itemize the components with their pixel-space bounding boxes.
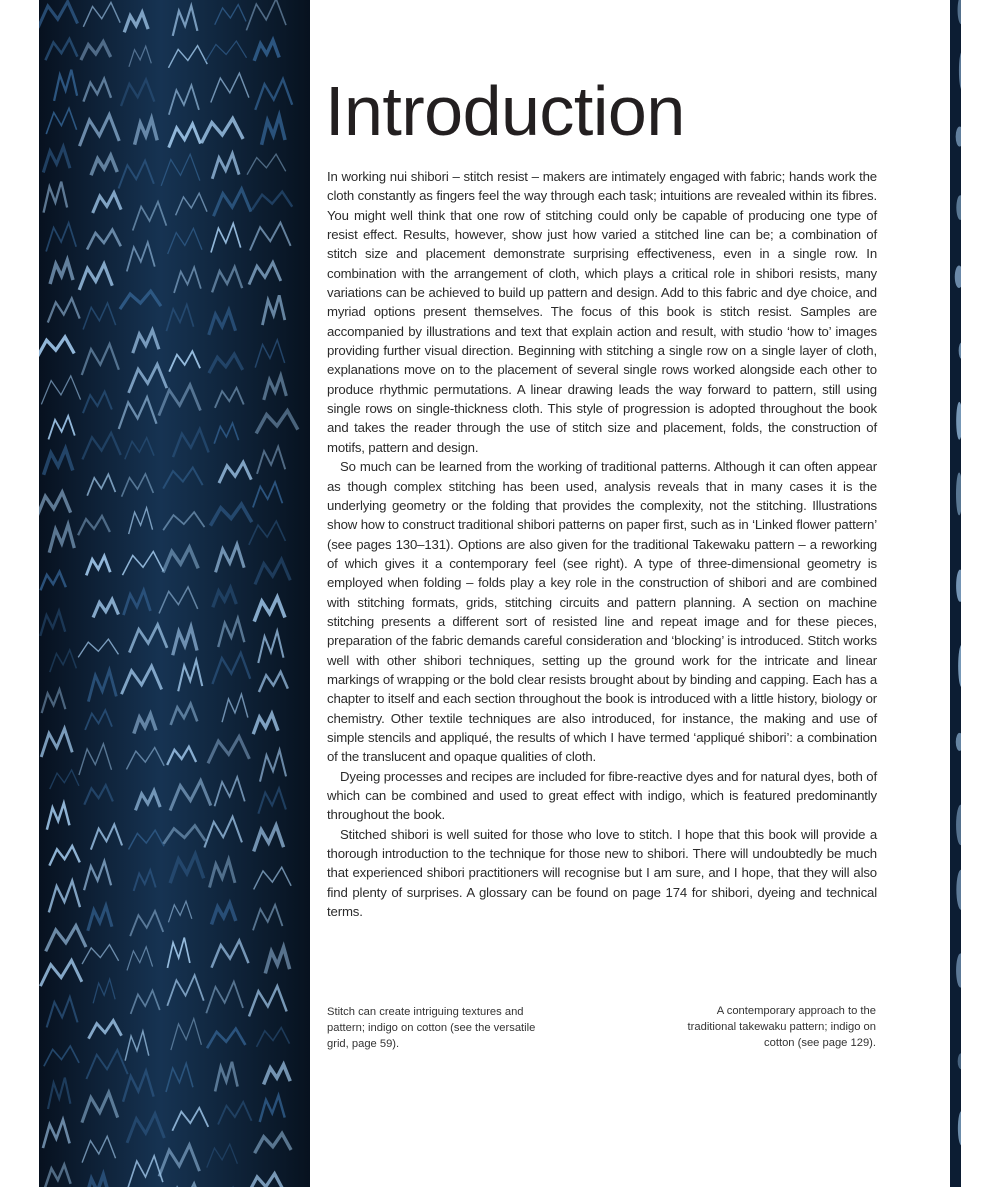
body-text [327,167,877,921]
paragraph-4: Stitched shibori is well suited for those who love to stitch. I hope that this book will provide a thorough introduction to the technique for those new to shibori. There will undoubtedly be much that experienced shibori practitioners will recognise but I am sure, and I hope, that they will also find plenty of surprises. A glossary can be found on page 174 for shibori, dyeing and technical terms. [327,826,877,920]
paragraph-2: So much can be learned from the working of traditional patterns. Although it can often appear as though complex stitching has been used, analysis reveals that in many cases it is the underlying geometry or the folding that provides the complexity, not the stitching. Illustrations show how to construct traditional shibori patterns on paper first, such as in ‘Linked flower pattern’ (see pages 130–131). Options are also given for the traditional Takewaku pattern – a reworking of which gives it a contemporary feel (see right). A type of three-dimensional geometry is employed when folding – folds play a key role in the construction of shibori and are combined with stitching formats, grids, stitching circuits and pattern planning. A section on machine stitching presents a different sort of resisted line and repeat image and for these pieces, preparation of the fabric demands careful consideration and ‘blocking’ is introduced. Stitch works well with other shibori techniques, setting up the ground work for the intricate and linear markings of wrapping or the bold clear resists brought about by binding and capping. Each has a chapter to itself and each section throughout the book is introduced with a little history, biology or chemistry. Other textile techniques are also introduced, for instance, the making and use of simple stencils and appliqué, the results of which I have termed ‘appliqué shibori’: a combination of the translucent and opaque qualities of cloth. [327,459,877,765]
paragraph-1: In working nui shibori – stitch resist – makers are intimately engaged with fabric; hands work the cloth constantly as fingers feel the way through each task; intuitions are revealed within its fibres. You might well think that one row of stitching could only be capable of producing one type of resist effect. Results, however, show just how varied a stitched line can be; a combination of stitch size and placement demonstrate surprising effectiveness, even in a single row. In combination with the arrangement of cloth, which plays a critical role in shibori resists, many variations can be achieved to build up pattern and design. Add to this fabric and dye choice, and myriad options present themselves. The focus of this book is stitch resist. Samples are accompanied by illustrations and text that explain action and result, with studio ‘how to’ images providing further visual direction. Beginning with stitching a single row on a single layer of cloth, explanations move on to the placement of several single rows worked alongside each other to produce rhythmic permutations. A linear drawing leads the way forward to pattern, still using single rows on single-thickness cloth. This style of progression is adopted throughout the book and takes the reader through the use of stitch size and placement, folds, the construction of motifs, pattern and design. [327,169,877,455]
shibori-texture-image [39,0,310,1187]
indigo-shibori-photo-left [39,0,310,1187]
page-title: Introduction [325,72,685,150]
takewaku-texture-image [950,0,961,1187]
caption-left: Stitch can create intriguing textures and pattern; indigo on cotton (see the versatile grid, page 59). [327,1006,536,1050]
texture-background [39,0,310,1187]
caption-right: A contemporary approach to the traditional takewaku pattern; indigo on cotton (see page 129). [687,1005,876,1049]
indigo-shibori-photo-right [950,0,961,1187]
paragraph-3: Dyeing processes and recipes are included for fibre-reactive dyes and for natural dyes, both of which can be combined and used to great effect with indigo, which is featured predominantly throughout the book. [327,768,877,823]
